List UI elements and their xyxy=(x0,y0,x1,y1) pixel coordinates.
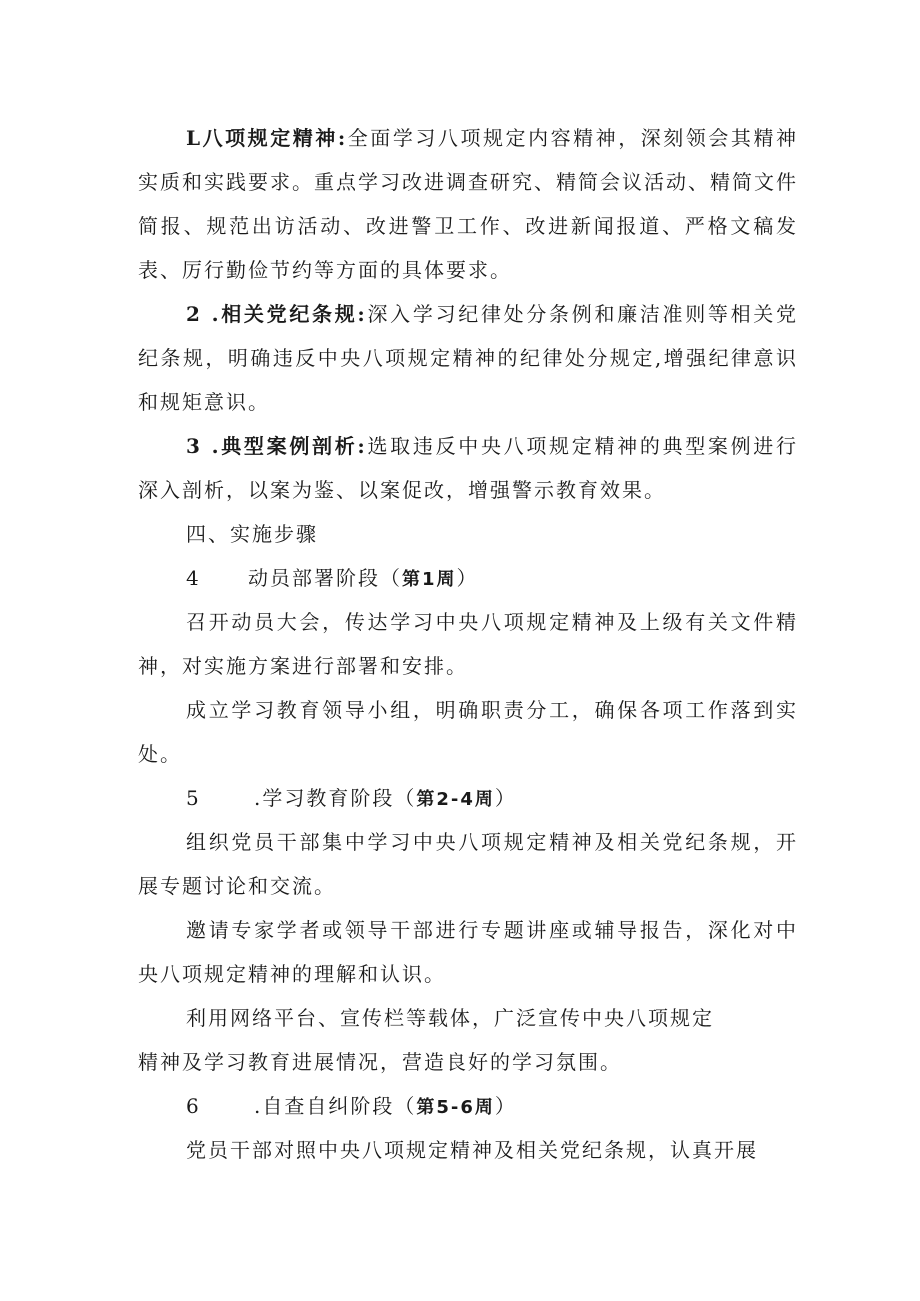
step-close: ） xyxy=(456,566,479,590)
step-week: 第2-4周 xyxy=(416,789,495,810)
paragraph-party-rules xyxy=(138,292,798,424)
step-close: ） xyxy=(494,786,517,810)
paragraph-case-study xyxy=(138,424,798,512)
paragraph-step2-lectures: 邀请专家学者或领导干部进行专题讲座或辅导报告，深化对中央八项规定精神的理解和认识。 xyxy=(138,918,798,986)
paragraph-step1-meeting: 召开动员大会，传达学习中央八项规定精神及上级有关文件精神，对实施方案进行部署和安排。 xyxy=(138,610,798,678)
paragraph-text: 全面学习八项规定内容精神，深刻领会其精神实质和实践要求。重点学习改进调查研究、精简会议活动、精简文件简报、规范出访活动、改进警卫工作、改进新闻报道、严格文稿发表、厉行勤俭节约等方面的具体要求。 xyxy=(138,126,798,282)
step-week: 第5-6周 xyxy=(416,1097,495,1118)
step-heading-self-check xyxy=(186,1084,517,1130)
step-label: 动员部署阶段（ xyxy=(248,566,402,590)
paragraph-step2-publicity-line2: 精神及学习教育进展情况，营造良好的学习氛围。 xyxy=(138,1050,622,1074)
paragraph-step1-group: 成立学习教育领导小组，明确职责分工，确保各项工作落到实处。 xyxy=(138,698,798,766)
step-label: .学习教育阶段（ xyxy=(254,786,417,810)
step-number: 6 xyxy=(186,1094,201,1118)
paragraph-step3-check: 党员干部对照中央八项规定精神及相关党纪条规，认真开展 xyxy=(186,1138,758,1162)
step-number: 5 xyxy=(186,786,201,810)
paragraph-text: 选取违反中央八项规定精神的典型案例进行深入剖析，以案为鉴、以案促改，增强警示教育效果。 xyxy=(138,434,799,502)
step-heading-learning xyxy=(186,776,517,822)
paragraph-lead: 3 .典型案例剖析: xyxy=(186,434,367,458)
paragraph-text: 深入学习纪律处分条例和廉洁准则等相关党纪条规，明确违反中央八项规定精神的纪律处分规定,增强纪律意识和规矩意识。 xyxy=(138,302,799,414)
step-label: .自查自纠阶段（ xyxy=(254,1094,417,1118)
step-number: 4 xyxy=(186,566,201,590)
paragraph-lead: 2 .相关党纪条规: xyxy=(186,302,367,326)
step-week: 第1周 xyxy=(402,569,457,590)
paragraph-step2-study: 组织党员干部集中学习中央八项规定精神及相关党纪条规，开展专题讨论和交流。 xyxy=(138,830,798,898)
section-heading-implementation: 四、实施步骤 xyxy=(186,522,318,546)
step-close: ） xyxy=(494,1094,517,1118)
step-heading-mobilization xyxy=(186,556,479,602)
paragraph-lead: L八项规定精神: xyxy=(186,126,348,150)
paragraph-step2-publicity-line1: 利用网络平台、宣传栏等载体，广泛宣传中央八项规定 xyxy=(186,1006,714,1030)
paragraph-eight-rules xyxy=(138,116,798,292)
